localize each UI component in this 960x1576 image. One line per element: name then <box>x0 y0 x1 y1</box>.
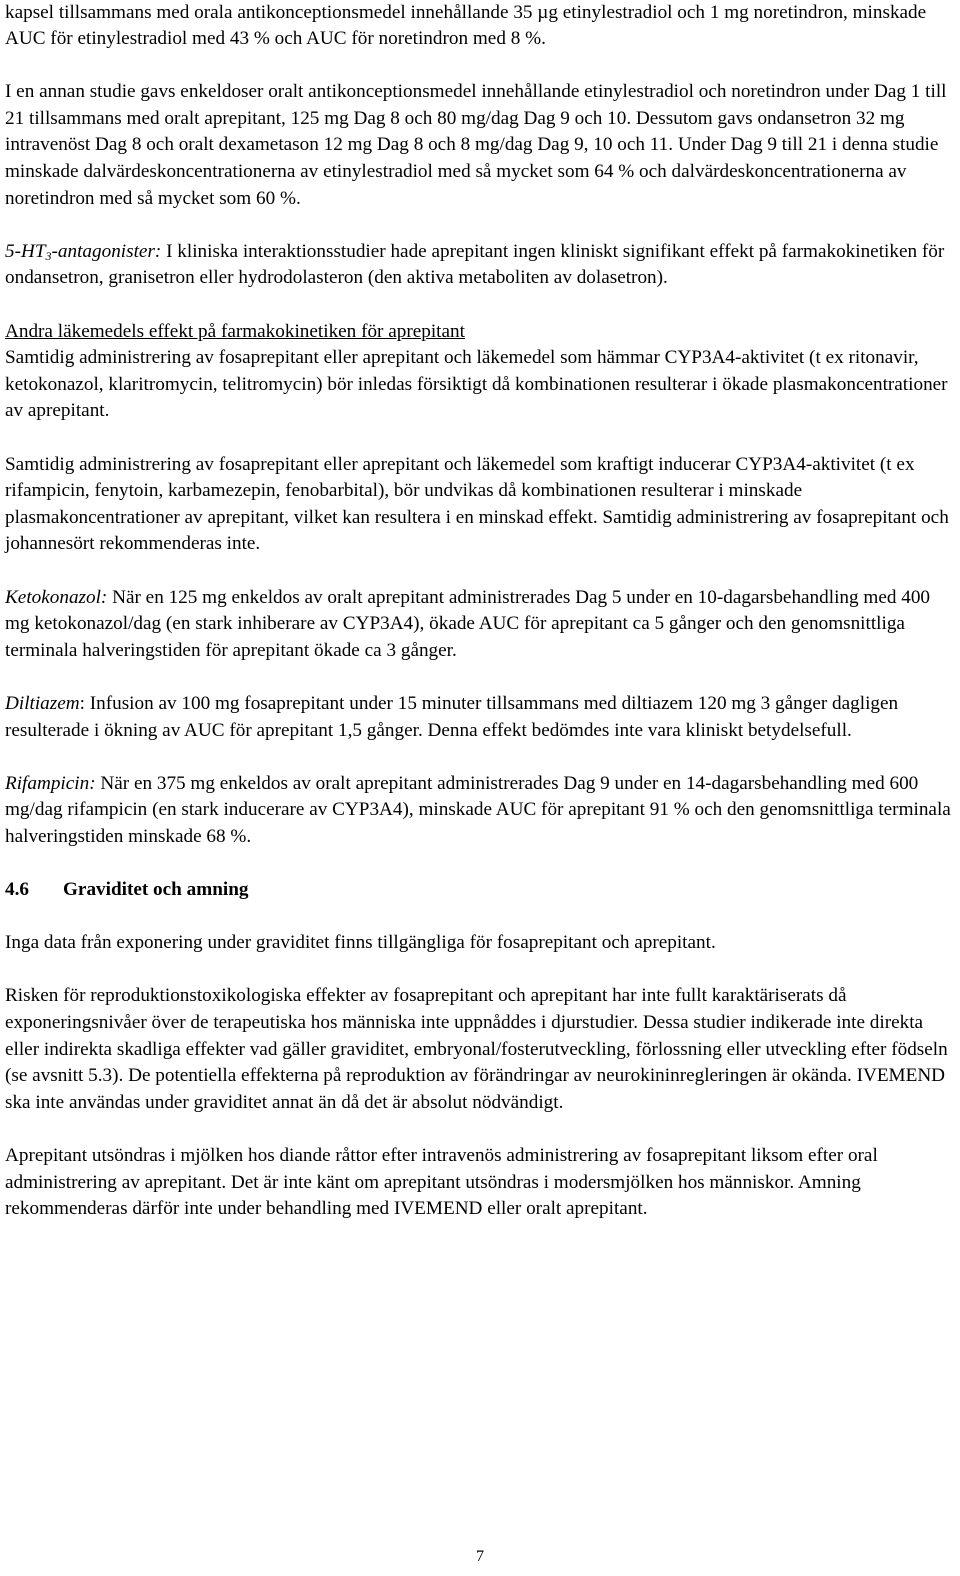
section-heading <box>5 877 955 904</box>
paragraph-contraceptive-study: I en annan studie gavs enkeldoser oralt antikonceptionsmedel innehållande etinylestradiol och noretindron under Dag 1 till 21 tillsammans med oralt aprepitant, 125 mg Dag 8 och 80 mg/dag Dag 9 och 10. Dessutom gavs ondansetron 32 mg intravenöst Dag 8 och oralt dexametason 12 mg Dag 8 och 8 mg/dag Dag 9, 10 och 11. Under Dag 9 till 21 i denna studie minskade dalvärdeskoncentrationerna av etinylestradiol med så mycket som 64 % och dalvärdeskoncentrationerna av noretindron med så mycket som 60 %. <box>5 81 947 209</box>
text-cyp3a4-inhibitors: Samtidig administrering av fosaprepitant eller aprepitant och läkemedel som hämmar CYP3A4-aktivitet (t ex ritonavir, ketokonazol, klaritromycin, telitromycin) bör inledas försiktigt då kombinationen resulterar i ökade plasmakoncentrationer av aprepitant. <box>5 347 948 422</box>
document-page <box>5 0 955 1249</box>
paragraph-contraceptive-capsule: kapsel tillsammans med orala antikonceptionsmedel innehållande 35 µg etinylestradiol och 1 mg noretindron, minskade AUC för etinylestradiol med 43 % och AUC för noretindron med 8 %. <box>5 1 927 50</box>
paragraph-rifampicin: Rifampicin: När en 375 mg enkeldos av oralt aprepitant administrerades Dag 9 under en 14-dagarsbehandling med 600 mg/dag rifampicin (en stark inducerare av CYP3A4), minskade AUC för aprepitant 91 % och den genomsnittliga terminala halveringstiden minskade 68 %. <box>5 772 951 847</box>
subheading-other-drugs-effect: Andra läkemedels effekt på farmakokinetiken för aprepitant <box>5 320 465 342</box>
section-title: Graviditet och amning <box>63 879 249 901</box>
paragraph-5ht3-antagonists: $5-HT_3$-antagonister: I kliniska interaktionsstudier hade aprepitant ingen kliniskt signifikant effekt på farmakokinetiken för ondansetron, granisetron eller hydrodolasteron (den aktiva metaboliten av dolasetron). <box>5 240 945 289</box>
label-diltiazem: Diltiazem <box>5 692 80 714</box>
label-rifampicin: Rifampicin: <box>5 772 96 794</box>
paragraph-ketokonazol: Ketokonazol: När en 125 mg enkeldos av oralt aprepitant administrerades Dag 5 under en 10-dagarsbehandling med 400 mg ketokonazol/dag (en stark inhiberare av CYP3A4), ökade AUC för aprepitant ca 5 gånger och den genomsnittliga terminala halveringstiden för aprepitant ökade ca 3 gånger. <box>5 586 931 661</box>
paragraph-cyp3a4-inducers: Samtidig administrering av fosaprepitant eller aprepitant och läkemedel som kraftigt inducerar CYP3A4-aktivitet (t ex rifampicin, fenytoin, karbamezepin, fenobarbital), bör undvikas då kombinationen resulterar i minskade plasmakoncentrationer av aprepitant, vilket kan resultera i en minskad effekt. Samtidig administrering av fosaprepitant och johannesört rekommenderas inte. <box>5 453 949 555</box>
paragraph-reproductive-risk: Risken för reproduktionstoxikologiska effekter av fosaprepitant och aprepitant har inte fullt karaktäriserats då exponeringsnivåer över de terapeutiska hos människa inte uppnåddes i djurstudier. Dessa studier indikerade inte direkta eller indirekta skadliga effekter vad gäller graviditet, embryonal/fosterutveckling, förlossning eller utveckling efter födseln (se avsnitt 5.3). De potentiella effekterna på reproduktion av förändringar av neurokininregleringen är okända. IVEMEND ska inte användas under graviditet annat än då det är absolut nödvändigt. <box>5 985 948 1113</box>
paragraph-other-drugs <box>5 319 955 425</box>
section-number: 4.6 <box>5 879 29 901</box>
label-5ht3-antagonists: $5-HT_3$-antagonister: <box>5 240 162 263</box>
page-number: 7 <box>476 1548 484 1565</box>
paragraph-diltiazem: Diltiazem: Infusion av 100 mg fosaprepitant under 15 minuter tillsammans med diltiazem 120 mg 3 gånger dagligen resulterade i ökning av AUC för aprepitant 1,5 gånger. Denna effekt bedömdes inte vara kliniskt betydelsefull. <box>5 692 899 741</box>
paragraph-no-pregnancy-data: Inga data från exponering under graviditet finns tillgängliga för fosaprepitant och aprepitant. <box>5 932 716 954</box>
paragraph-breastfeeding: Aprepitant utsöndras i mjölken hos diande råttor efter intravenös administrering av fosaprepitant liksom efter oral administrering av aprepitant. Det är inte känt om aprepitant utsöndras i modersmjölken hos människor. Amning rekommenderas därför inte under behandling med IVEMEND eller oralt aprepitant. <box>5 1145 878 1220</box>
label-ketokonazol: Ketokonazol: <box>5 586 108 608</box>
